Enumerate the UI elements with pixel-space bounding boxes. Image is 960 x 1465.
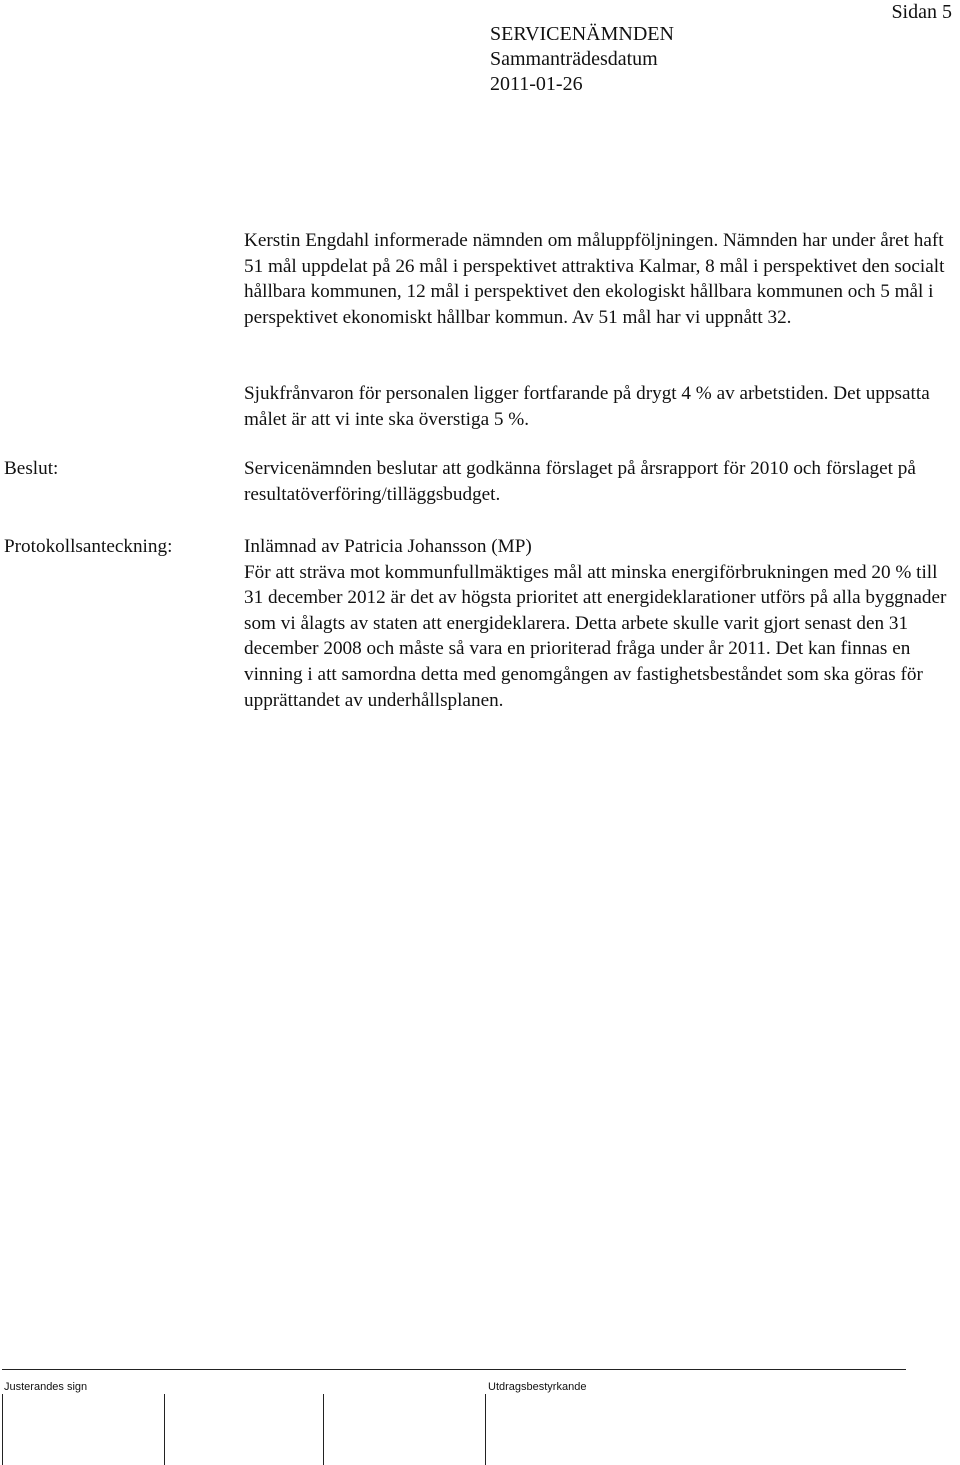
meeting-date: 2011-01-26 xyxy=(490,73,583,95)
page-number: Sidan 5 xyxy=(891,1,952,23)
sick-leave-paragraph: Sjukfrånvaron för personalen ligger fortfarande på drygt 4 % av arbetstiden. Det uppsatta målet är att vi inte ska överstiga 5 %. xyxy=(244,383,930,430)
signature-box-divider xyxy=(485,1394,486,1465)
signature-footer xyxy=(0,1368,960,1465)
footer-divider xyxy=(2,1369,906,1370)
meeting-date-label: Sammanträdesdatum xyxy=(490,48,658,70)
organization-name: SERVICENÄMNDEN xyxy=(490,23,674,45)
decision-label: Beslut: xyxy=(4,458,59,479)
decision-text: Servicenämnden beslutar att godkänna förslaget på årsrapport för 2010 och förslaget på resultatöverföring/tilläggsbudget. xyxy=(244,458,916,505)
intro-paragraph: Kerstin Engdahl informerade nämnden om måluppföljningen. Nämnden har under året haft 51 mål uppdelat på 26 mål i perspektivet attraktiva Kalmar, 8 mål i perspektivet den socialt hållbara kommunen, 12 mål i perspektivet den ekologiskt hållbara kommunen och 5 mål i perspektivet ekonomiskt hållbar kommun. Av 51 mål har vi uppnått 32. xyxy=(244,230,945,328)
signature-label: Justerandes sign xyxy=(4,1381,88,1393)
protocol-note-text: För att sträva mot kommunfullmäktiges mål att minska energiförbrukningen med 20 % till 31 december 2012 är det av högsta prioritet att energideklarationer utförs på alla byggnader som vi ålagts av staten att energideklarera. Detta arbete skulle varit gjort senast den 31 december 2008 och måste så vara en prioriterad fråga under år 2011. Det kan finnas en vinning i att samordna detta med genomgången av fastighetsbeståndet som ska göras för upprättandet av underhållsplanen. xyxy=(244,561,947,711)
protocol-note-author: Inlämnad av Patricia Johansson (MP) xyxy=(244,536,532,557)
protocol-note xyxy=(244,534,960,713)
signature-box-divider xyxy=(2,1394,3,1465)
certified-copy-label: Utdragsbestyrkande xyxy=(488,1381,587,1393)
document-header xyxy=(490,22,674,97)
protocol-note-label: Protokollsanteckning: xyxy=(4,536,173,557)
signature-box-divider xyxy=(164,1394,165,1465)
signature-box-divider xyxy=(323,1394,324,1465)
